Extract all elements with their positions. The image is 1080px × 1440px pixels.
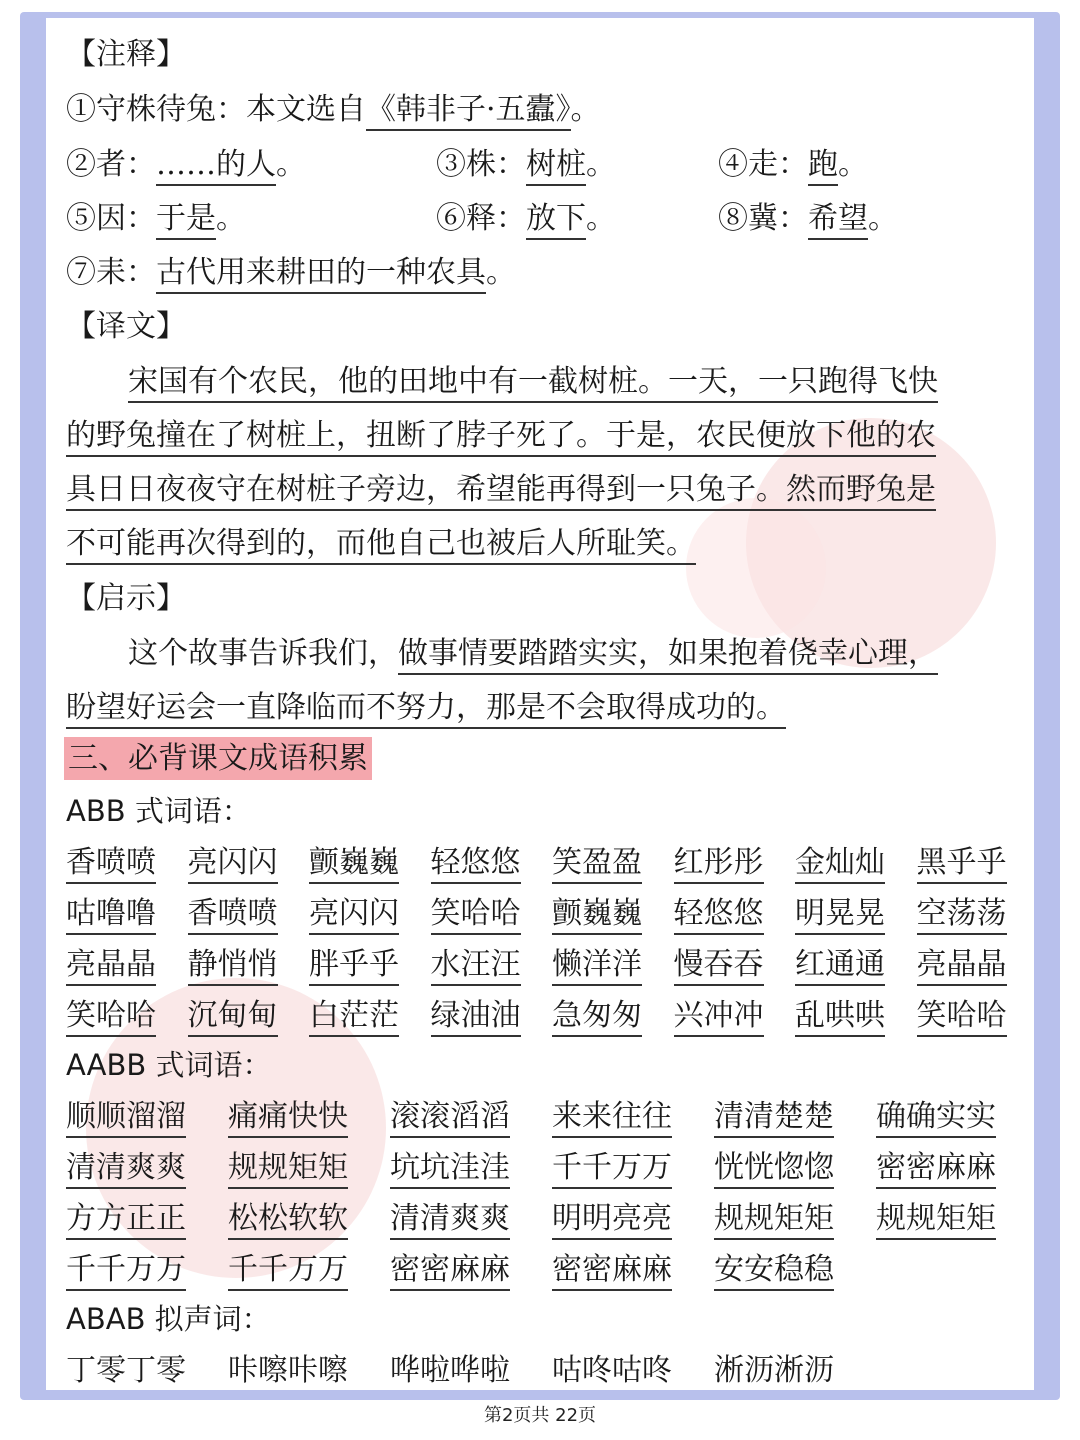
note-4-value: 跑 (808, 147, 838, 186)
abb-word-text: 兴冲冲 (674, 998, 764, 1037)
insight-heading: 【启示】 (66, 581, 186, 616)
abb-word-text: 颤巍巍 (309, 845, 399, 884)
abb-word-text: 香喷喷 (66, 845, 156, 884)
abb-word-text: 笑盈盈 (552, 845, 642, 884)
note-5: ⑤因：于是。 (66, 200, 246, 238)
aabb-word (228, 1098, 348, 1136)
aabb-word (228, 1251, 348, 1289)
abb-word-text: 轻悠悠 (431, 845, 521, 884)
abb-word (431, 997, 521, 1035)
aabb-word (66, 1149, 186, 1187)
abab-word-text: 丁零丁零 (66, 1353, 186, 1390)
abb-word (552, 844, 642, 882)
note-4: ④走：跑。 (718, 146, 868, 184)
translation-line-1 (128, 363, 938, 401)
aabb-word-text: 确确实实 (876, 1099, 996, 1138)
note-1-tail: 。 (570, 92, 601, 127)
aabb-word-text: 明明亮亮 (552, 1201, 672, 1240)
abb-word-text: 沉甸甸 (188, 998, 278, 1037)
aabb-word (66, 1251, 186, 1289)
aabb-word-text: 密密麻麻 (552, 1252, 672, 1291)
aabb-word (714, 1149, 834, 1187)
abb-word (309, 946, 399, 984)
abb-word-text: 亮晶晶 (917, 947, 1007, 986)
abab-word (714, 1352, 834, 1390)
note-1-label: ①守株待兔：本文选自 (66, 92, 366, 127)
note-6-label: ⑥释： (436, 201, 526, 236)
abb-word-text: 乱哄哄 (795, 998, 885, 1037)
aabb-word (228, 1149, 348, 1187)
aabb-word-text: 规规矩矩 (228, 1150, 348, 1189)
aabb-word (714, 1200, 834, 1238)
note-7-label: ⑦耒： (66, 255, 156, 290)
abb-word (674, 946, 764, 984)
aabb-word (390, 1098, 510, 1136)
abb-word-text: 颤巍巍 (552, 896, 642, 935)
abb-word-text: 急匆匆 (552, 998, 642, 1037)
aabb-word-text: 密密麻麻 (390, 1252, 510, 1291)
translation-line-3 (66, 471, 936, 509)
aabb-word (552, 1149, 672, 1187)
note-5-value: 于是 (156, 201, 216, 240)
abb-word-text: 笑哈哈 (917, 998, 1007, 1037)
aabb-word-text: 来来往往 (552, 1099, 672, 1138)
abb-word (674, 844, 764, 882)
aabb-word-text: 松松软软 (228, 1201, 348, 1240)
abb-word-text: 亮晶晶 (66, 947, 156, 986)
abb-word (795, 946, 885, 984)
abab-word (228, 1352, 348, 1390)
aabb-word (552, 1200, 672, 1238)
note-8: ⑧冀：希望。 (718, 200, 898, 238)
abb-word-text: 静悄悄 (188, 947, 278, 986)
abab-word-text: 哗啦哗啦 (390, 1353, 510, 1390)
abb-word (309, 844, 399, 882)
note-2: ②者：……的人。 (66, 146, 306, 184)
abb-word-text: 笑哈哈 (431, 896, 521, 935)
note-7: ⑦耒：古代用来耕田的一种农具。 (66, 254, 516, 292)
insight-line-1 (128, 635, 938, 673)
abb-word-text: 空荡荡 (917, 896, 1007, 935)
abb-word-text: 亮闪闪 (188, 845, 278, 884)
abb-word-text: 黑乎乎 (917, 845, 1007, 884)
aabb-word (66, 1098, 186, 1136)
abb-label: ABB 式词语： (66, 794, 251, 828)
aabb-word-text: 规规矩矩 (876, 1201, 996, 1240)
abb-word (188, 997, 278, 1035)
note-3-label: ③株： (436, 147, 526, 182)
aabb-word-text: 滚滚滔滔 (390, 1099, 510, 1138)
insight-line-2 (66, 689, 786, 727)
abb-word-text: 水汪汪 (431, 947, 521, 986)
note-2-label: ②者： (66, 147, 156, 182)
note-2-value: ……的人 (156, 147, 276, 186)
abab-word-text: 咔嚓咔嚓 (228, 1353, 348, 1390)
note-3-value: 树桩 (526, 147, 586, 186)
abab-label: ABAB 拟声词： (66, 1302, 271, 1336)
translation-heading: 【译文】 (66, 309, 186, 344)
abb-word-text: 明晃晃 (795, 896, 885, 935)
aabb-word (714, 1251, 834, 1289)
notes-heading: 【注释】 (66, 37, 186, 72)
insight-underlined: 做事情要踏踏实实，如果抱着侥幸心理， (398, 636, 938, 675)
abb-word (917, 997, 1007, 1035)
abb-word (552, 895, 642, 933)
abb-word-text: 绿油油 (431, 998, 521, 1037)
note-1 (66, 91, 601, 129)
aabb-word-text: 密密麻麻 (876, 1150, 996, 1189)
abb-word (552, 997, 642, 1035)
abb-word (917, 895, 1007, 933)
abb-word (674, 997, 764, 1035)
translation-text-1: 宋国有个农民，他的田地中有一截树桩。一天，一只跑得飞快 (128, 364, 938, 403)
section-title-text: 三、必背课文成语积累 (64, 737, 372, 780)
insight-text-2: 盼望好运会一直降临而不努力，那是不会取得成功的。 (66, 690, 786, 729)
abb-word (431, 946, 521, 984)
note-6-value: 放下 (526, 201, 586, 240)
abb-word (188, 895, 278, 933)
abb-word-text: 咕噜噜 (66, 896, 156, 935)
aabb-word (714, 1098, 834, 1136)
aabb-word-text: 规规矩矩 (714, 1201, 834, 1240)
abb-word (917, 946, 1007, 984)
abb-word-text: 胖乎乎 (309, 947, 399, 986)
aabb-label: AABB 式词语： (66, 1048, 272, 1082)
translation-text-2: 的野兔撞在了树桩上，扭断了脖子死了。于是，农民便放下他的农 (66, 418, 936, 457)
abb-word (66, 997, 156, 1035)
translation-text-4: 不可能再次得到的，而他自己也被后人所耻笑。 (66, 526, 696, 565)
abb-word (795, 844, 885, 882)
abb-word (309, 997, 399, 1035)
abb-word-text: 红彤彤 (674, 845, 764, 884)
abb-word-text: 红通通 (795, 947, 885, 986)
abb-word (674, 895, 764, 933)
aabb-word-text: 千千万万 (228, 1252, 348, 1291)
note-1-value: 《韩非子·五蠹》 (366, 92, 571, 131)
abab-word-text: 咕咚咕咚 (552, 1353, 672, 1390)
abb-word-text: 笑哈哈 (66, 998, 156, 1037)
aabb-word (876, 1149, 996, 1187)
note-8-label: ⑧冀： (718, 201, 808, 236)
aabb-word-text: 顺顺溜溜 (66, 1099, 186, 1138)
abb-word-text: 金灿灿 (795, 845, 885, 884)
aabb-word-text: 痛痛快快 (228, 1099, 348, 1138)
aabb-word (876, 1200, 996, 1238)
abb-word (309, 895, 399, 933)
abb-word (66, 895, 156, 933)
aabb-word (876, 1098, 996, 1136)
aabb-word-text: 清清爽爽 (390, 1201, 510, 1240)
abb-word (188, 946, 278, 984)
aabb-word-text: 千千万万 (66, 1252, 186, 1291)
aabb-word (228, 1200, 348, 1238)
document-page (46, 18, 1034, 1390)
abb-word (552, 946, 642, 984)
abb-word (431, 895, 521, 933)
abab-word (390, 1352, 510, 1390)
abb-word-text: 香喷喷 (188, 896, 278, 935)
abb-word (66, 844, 156, 882)
aabb-word-text: 恍恍惚惚 (714, 1150, 834, 1189)
aabb-word (552, 1251, 672, 1289)
abb-word (795, 997, 885, 1035)
page-number: 第2页共 22页 (483, 1405, 597, 1426)
abb-word-text: 亮闪闪 (309, 896, 399, 935)
translation-line-2 (66, 417, 936, 455)
abb-word-text: 懒洋洋 (552, 947, 642, 986)
abab-word (66, 1352, 186, 1390)
aabb-word (66, 1200, 186, 1238)
translation-text-3: 具日日夜夜守在树桩子旁边，希望能再得到一只兔子。然而野兔是 (66, 472, 936, 511)
aabb-word (552, 1098, 672, 1136)
aabb-word (390, 1251, 510, 1289)
abb-word-text: 慢吞吞 (674, 947, 764, 986)
note-5-label: ⑤因： (66, 201, 156, 236)
abb-word (795, 895, 885, 933)
note-3: ③株：树桩。 (436, 146, 616, 184)
aabb-word-text: 清清楚楚 (714, 1099, 834, 1138)
aabb-word-text: 坑坑洼洼 (390, 1150, 510, 1189)
section-title (64, 740, 372, 778)
decorative-cloud (686, 498, 826, 638)
abab-word-text: 淅沥淅沥 (714, 1353, 834, 1390)
insight-plain: 这个故事告诉我们， (128, 636, 398, 671)
aabb-word (390, 1200, 510, 1238)
aabb-word-text: 方方正正 (66, 1201, 186, 1240)
aabb-word-text: 安安稳稳 (714, 1252, 834, 1291)
aabb-word-text: 千千万万 (552, 1150, 672, 1189)
note-7-value: 古代用来耕田的一种农具 (156, 255, 486, 294)
abb-word (917, 844, 1007, 882)
abb-word-text: 轻悠悠 (674, 896, 764, 935)
abb-word (431, 844, 521, 882)
aabb-word-text: 清清爽爽 (66, 1150, 186, 1189)
translation-line-4 (66, 525, 696, 563)
abb-word-text: 白茫茫 (309, 998, 399, 1037)
abb-word (188, 844, 278, 882)
note-8-value: 希望 (808, 201, 868, 240)
abab-word (552, 1352, 672, 1390)
aabb-word (390, 1149, 510, 1187)
note-4-label: ④走： (718, 147, 808, 182)
abb-word (66, 946, 156, 984)
note-6: ⑥释：放下。 (436, 200, 616, 238)
